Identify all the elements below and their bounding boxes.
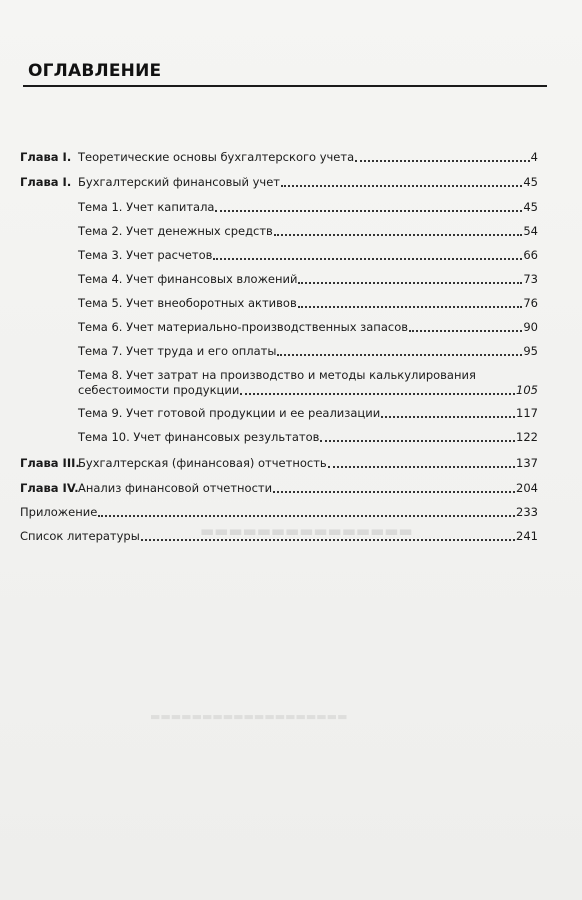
toc-entry-title: Тема 10. Учет финансовых результатов bbox=[78, 430, 320, 444]
dot-leader bbox=[298, 303, 523, 308]
dot-leader bbox=[298, 279, 522, 284]
toc-page-number: 45 bbox=[523, 175, 538, 189]
toc-page-number: 122 bbox=[516, 430, 538, 444]
dot-leader bbox=[409, 327, 522, 332]
toc-entry[interactable] bbox=[78, 368, 538, 398]
toc-entry[interactable] bbox=[20, 175, 538, 190]
toc-chapter-label: Глава III. bbox=[20, 456, 80, 470]
show-through-text: ▬▬▬▬▬▬▬▬▬▬▬▬▬▬▬▬▬▬▬ bbox=[150, 710, 348, 723]
toc-entry[interactable] bbox=[78, 224, 538, 239]
title-underline bbox=[23, 85, 547, 87]
toc-entry[interactable] bbox=[20, 456, 538, 471]
dot-leader bbox=[274, 231, 523, 236]
dot-leader bbox=[141, 536, 515, 541]
toc-page-number: 105 bbox=[516, 383, 538, 397]
toc-entry[interactable] bbox=[78, 406, 538, 421]
toc-entry-title: Бухгалтерский финансовый учет bbox=[78, 175, 280, 189]
toc-page-number: 66 bbox=[523, 248, 538, 262]
toc-chapter-label: Глава I. bbox=[20, 150, 72, 164]
toc-page-number: 204 bbox=[516, 481, 538, 495]
toc-page-number: 117 bbox=[516, 406, 538, 420]
dot-leader bbox=[281, 182, 522, 187]
toc-page-number: 45 bbox=[523, 200, 538, 214]
toc-entry-title: Тема 9. Учет готовой продукции и ее реализации bbox=[78, 406, 381, 420]
toc-entry[interactable] bbox=[78, 200, 538, 215]
toc-entry[interactable] bbox=[78, 320, 538, 335]
toc-entry-title: Тема 6. Учет материально-производственных запасов bbox=[78, 320, 409, 334]
toc-entry-title: Анализ финансовой отчетности bbox=[78, 481, 273, 495]
show-through-text: ▬▬▬▬▬▬▬▬▬▬▬▬▬▬▬ bbox=[200, 522, 413, 540]
toc-page-number: 90 bbox=[523, 320, 538, 334]
toc-entry-title: Приложение bbox=[20, 505, 98, 519]
toc-page-number: 233 bbox=[516, 505, 538, 519]
dot-leader bbox=[328, 463, 515, 468]
toc-entry-title: Теоретические основы бухгалтерского учета bbox=[78, 150, 355, 164]
dot-leader bbox=[273, 488, 515, 493]
toc-entry[interactable] bbox=[78, 430, 538, 445]
dot-leader bbox=[381, 413, 515, 418]
dot-leader bbox=[213, 255, 522, 260]
toc-chapter-label: Глава I. bbox=[20, 175, 72, 189]
toc-entry-title: Список литературы bbox=[20, 529, 140, 543]
toc-page-number: 241 bbox=[516, 529, 538, 543]
page-title: ОГЛАВЛЕНИЕ bbox=[28, 61, 162, 81]
toc-entry-title: Тема 3. Учет расчетов bbox=[78, 248, 213, 262]
toc-page-number: 54 bbox=[523, 224, 538, 238]
toc-entry-title: Тема 5. Учет внеоборотных активов bbox=[78, 296, 297, 310]
dot-leader bbox=[355, 157, 530, 162]
dot-leader bbox=[240, 390, 515, 395]
toc-entry-title: Тема 2. Учет денежных средств bbox=[78, 224, 273, 238]
toc-entry-title: Бухгалтерская (финансовая) отчетность bbox=[78, 456, 327, 470]
dot-leader bbox=[215, 207, 522, 212]
toc-chapter-label: Глава IV. bbox=[20, 481, 79, 495]
toc-entry[interactable] bbox=[78, 272, 538, 287]
toc-page-number: 95 bbox=[523, 344, 538, 358]
toc-entry[interactable] bbox=[20, 150, 538, 165]
toc-entry[interactable] bbox=[78, 296, 538, 311]
toc-entry-title: Тема 7. Учет труда и его оплаты bbox=[78, 344, 277, 358]
toc-entry[interactable] bbox=[20, 505, 538, 520]
toc-page-number: 137 bbox=[516, 456, 538, 470]
toc-entry-title: Тема 1. Учет капитала bbox=[78, 200, 215, 214]
toc-entry[interactable] bbox=[20, 529, 538, 544]
toc-entry[interactable] bbox=[20, 481, 538, 496]
toc-entry-title: Тема 8. Учет затрат на производство и методы калькулирования bbox=[78, 368, 476, 382]
toc-page-number: 76 bbox=[523, 296, 538, 310]
toc-entry[interactable] bbox=[78, 248, 538, 263]
dot-leader bbox=[277, 351, 522, 356]
toc-entry[interactable] bbox=[78, 344, 538, 359]
toc-entry-title: Тема 4. Учет финансовых вложений bbox=[78, 272, 298, 286]
toc-page-number: 4 bbox=[530, 150, 538, 164]
dot-leader bbox=[98, 512, 515, 517]
dot-leader bbox=[320, 437, 515, 442]
toc-entry-title-continued: себестоимости продукции bbox=[78, 383, 240, 397]
toc-page-number: 73 bbox=[523, 272, 538, 286]
